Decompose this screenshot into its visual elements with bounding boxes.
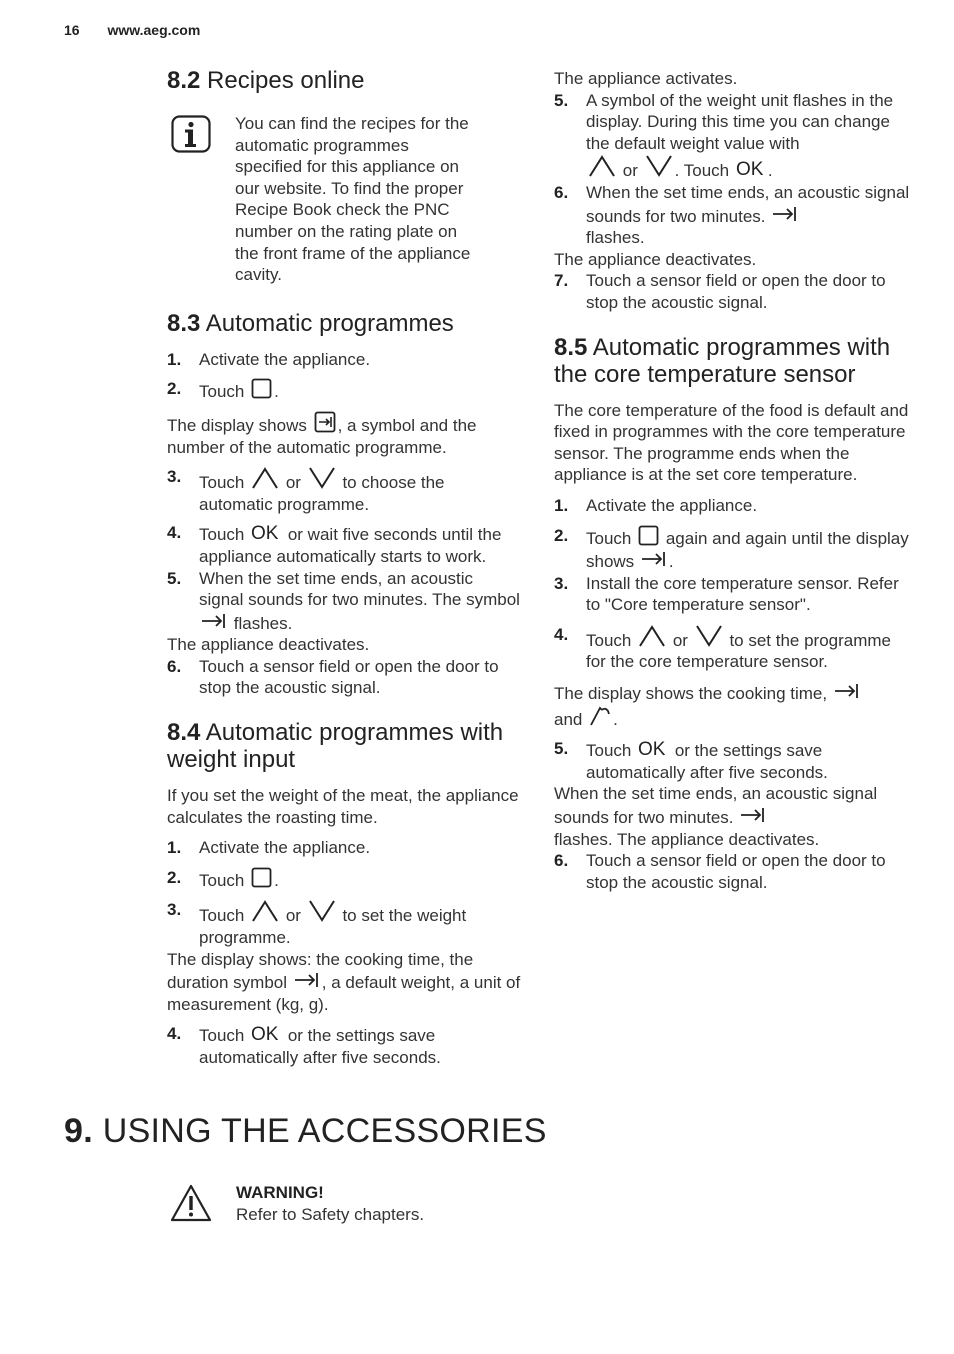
step-item: 1. Activate the appliance. (167, 349, 371, 369)
step-item: 3. Install the core temperature sensor. Refer to "Core temperature sensor". (554, 573, 899, 615)
step-item: 1. Activate the appliance. (554, 495, 758, 515)
set-time-ends-paragraph: When the set time ends, an acoustic signal sounds for two minutes. flashes. The appliance deactivates. (554, 784, 878, 849)
auto-programme-icon (314, 411, 336, 433)
duration-icon (201, 611, 227, 631)
down-arrow-icon (645, 154, 673, 178)
svg-text:OK: OK (638, 739, 666, 759)
deactivates-paragraph: The appliance deactivates. (167, 635, 370, 655)
step-item: 5. A symbol of the weight unit flashes in the display. During this time you can change the default weight value with or . Touch OK . (554, 90, 894, 181)
step-item: 3. Touch or to set the weight programme. (167, 900, 467, 948)
display-info-paragraph: The display shows , a symbol and the number of the automatic programme. (167, 411, 522, 458)
website-url[interactable]: www.aeg.com (107, 22, 201, 38)
step-item: 5. When the set time ends, an acoustic signal sounds for two minutes. The symbol flashes. (167, 568, 520, 633)
section-8-3-heading: 8.3 Automatic programmes (167, 309, 454, 337)
step-item: 2. Touch . (167, 867, 279, 890)
svg-text:OK: OK (251, 523, 279, 543)
duration-icon (772, 204, 798, 224)
deactivates-paragraph: The appliance deactivates. (554, 249, 757, 269)
info-note (167, 113, 522, 286)
up-arrow-icon (588, 154, 616, 178)
display-shows-paragraph: The display shows: the cooking time, the duration symbol , a default weight, a unit of measurement (kg, g). (167, 949, 521, 1014)
duration-icon (294, 970, 320, 990)
ok-icon (251, 522, 281, 542)
warning-text: Refer to Safety chapters. (236, 1204, 425, 1224)
section-8-4-intro: If you set the weight of the meat, the appliance calculates the roasting time. (167, 786, 519, 827)
page-number: 16 (64, 22, 80, 38)
display-shows-paragraph: The display shows the cooking time, and . (554, 681, 914, 730)
down-arrow-icon (308, 899, 336, 923)
square-programme-icon (251, 867, 272, 888)
up-arrow-icon (638, 624, 666, 648)
duration-icon (740, 805, 766, 825)
section-8-5-heading: 8.5 Automatic programmes with the core temperature sensor (554, 333, 891, 388)
ok-icon (251, 1023, 281, 1043)
step-item: 2. Touch again and again until the display shows . (554, 525, 909, 572)
step-item: 4. Touch OK or wait five seconds until the appliance automatically starts to work. (167, 523, 502, 566)
step-item: 6. Touch a sensor field or open the door to stop the acoustic signal. (167, 656, 499, 698)
step-item: 6. Touch a sensor field or open the door to stop the acoustic signal. (554, 851, 886, 892)
duration-icon (641, 549, 667, 569)
info-note-text: You can find the recipes for the automatic programmes specified for this appliance on our website. To find the proper Recipe Book check the PNC number on the rating plate on the front frame of the appliance cavity. (235, 114, 471, 285)
step-item: 6. When the set time ends, an acoustic signal sounds for two minutes. flashes. (554, 182, 910, 248)
left-column (167, 64, 522, 1069)
ok-icon (736, 158, 766, 178)
appliance-activates: The appliance activates. (554, 69, 738, 88)
ok-icon (638, 738, 668, 758)
svg-text:OK: OK (251, 1024, 279, 1044)
square-programme-icon (251, 378, 272, 399)
down-arrow-icon (695, 624, 723, 648)
duration-icon (834, 681, 860, 701)
up-arrow-icon (251, 899, 279, 923)
step-item: 4. Touch or to set the programme for the core temperature sensor. (554, 624, 892, 672)
section-8-5-intro: The core temperature of the food is default and fixed in programmes with the core temperature sensor. The programme ends when the appliance is at the set core temperature. (554, 400, 909, 485)
section-8-4-heading: 8.4 Automatic programmes with weight input (167, 719, 504, 774)
step-item: 7. Touch a sensor field or open the door to stop the acoustic signal. (554, 271, 886, 312)
step-item: 2. Touch . (167, 379, 279, 402)
up-arrow-icon (251, 466, 279, 490)
step-item: 3. Touch or to choose the automatic programme. (167, 467, 445, 514)
step-item: 1. Activate the appliance. (167, 838, 371, 858)
down-arrow-icon (308, 466, 336, 490)
section-8-3-steps (167, 349, 522, 699)
page-header (64, 22, 200, 38)
warning-triangle-icon (170, 1184, 212, 1227)
section-8-5-content (554, 400, 914, 894)
section-8-4-content (167, 785, 522, 1069)
svg-text:OK: OK (735, 159, 764, 179)
warning-title: WARNING! (236, 1183, 324, 1202)
section-8-2-heading: 8.2 Recipes online (167, 67, 365, 94)
square-programme-icon (638, 525, 659, 546)
info-icon (171, 115, 211, 158)
core-sensor-icon (589, 705, 611, 727)
step-item: 4. Touch OK or the settings save automatically after five seconds. (167, 1024, 441, 1067)
chapter-9-heading: 9. USING THE ACCESSORIES (64, 1112, 547, 1150)
warning-text-block (236, 1182, 566, 1225)
right-column (554, 64, 914, 893)
step-item: 5. Touch OK or the settings save automatically after five seconds. (554, 739, 828, 782)
